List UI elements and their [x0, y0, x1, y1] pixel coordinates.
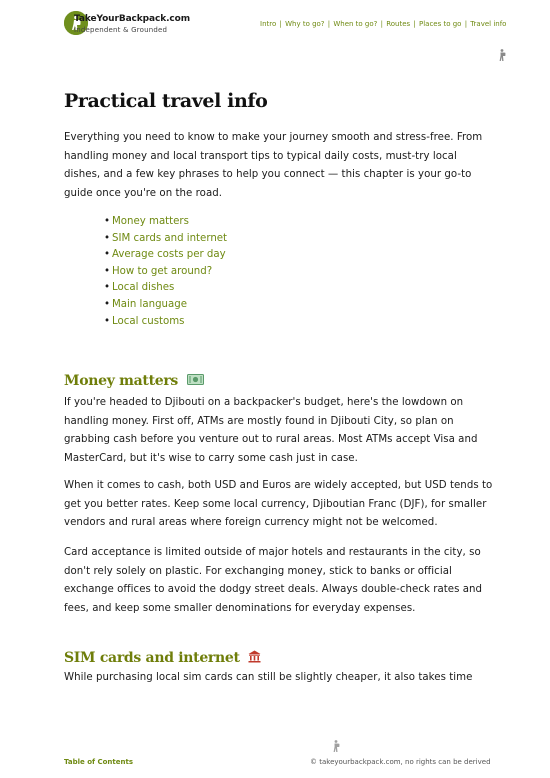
section-heading-money	[64, 373, 204, 390]
nav-separator: |	[279, 20, 282, 28]
toc-item[interactable]	[104, 247, 227, 264]
toc-link-average-costs[interactable]: Average costs per day	[112, 249, 226, 261]
text-segment: are widely accepted, but USD tends to get you better rates. Keep some local currency, Djiboutian Franc (DJF), for smaller vendors and rural areas where foreign currency might not be welcomed.	[64, 480, 493, 528]
page-title: Practical travel info	[64, 90, 268, 112]
text-segment: and	[236, 480, 263, 491]
top-nav	[260, 20, 506, 28]
bullet: •	[104, 282, 111, 294]
bank-icon	[248, 650, 261, 667]
toc-item[interactable]	[104, 214, 227, 231]
currency-usd: USD	[214, 480, 237, 491]
nav-why-to-go[interactable]: Why to go?	[285, 20, 325, 28]
money-paragraph-atms: If you're headed to Djibouti on a backpacker's budget, here's the lowdown on handling money. First off, ATMs are mostly found in Djibouti City, so plan on grabbing cash before you venture out to rural areas. Most ATMs accept Visa and MasterCard, but it's wise to carry some cash just in case.	[64, 397, 478, 464]
brand-tagline: Independent & Grounded	[74, 26, 168, 34]
toc-item[interactable]	[104, 231, 227, 248]
section-heading-sim	[64, 650, 261, 667]
nav-places-to-go[interactable]: Places to go	[419, 20, 462, 28]
nav-routes[interactable]: Routes	[386, 20, 411, 28]
nav-travel-info[interactable]: Travel info	[470, 20, 507, 28]
nav-when-to-go[interactable]: When to go?	[333, 20, 378, 28]
brand-name: TakeYourBackpack.com	[74, 14, 191, 24]
toc-item[interactable]	[104, 314, 227, 331]
money-paragraph-cash	[64, 477, 496, 533]
bullet: •	[104, 315, 111, 327]
toc-link-sim-cards[interactable]: SIM cards and internet	[112, 232, 228, 244]
bullet: •	[104, 249, 111, 261]
table-of-contents-link[interactable]: Table of Contents	[64, 758, 134, 766]
hiker-icon	[497, 47, 507, 66]
toc-item[interactable]	[104, 280, 227, 297]
nav-separator: |	[413, 20, 416, 28]
toc-item[interactable]	[104, 297, 227, 314]
section-heading-text: SIM cards and internet	[64, 650, 240, 666]
toc-link-get-around[interactable]: How to get around?	[112, 265, 213, 277]
page-header	[0, 0, 550, 48]
nav-separator: |	[380, 20, 383, 28]
nav-separator: |	[327, 20, 331, 28]
money-icon	[187, 373, 204, 390]
intro-paragraph: Everything you need to know to make your journey smooth and stress-free. From handling money and local transport tips to typical daily costs, must-try local dishes, and a few key phrases to help you connect — this chapter is your go-to guide once you're on the road.	[64, 132, 483, 199]
sim-paragraph: While purchasing local sim cards can still be slightly cheaper, it also takes time	[64, 672, 473, 683]
toc-link-local-customs[interactable]: Local customs	[112, 315, 185, 327]
toc-item[interactable]	[104, 264, 227, 281]
currency-euros: Euros	[262, 480, 291, 491]
chapter-toc	[104, 214, 227, 330]
toc-link-money-matters[interactable]: Money matters	[112, 216, 189, 227]
toc-link-main-language[interactable]: Main language	[112, 298, 187, 310]
bullet: •	[104, 232, 111, 244]
section-heading-text: Money matters	[64, 373, 179, 389]
nav-separator: |	[464, 20, 468, 28]
bullet: •	[104, 298, 111, 310]
copyright-notice: © takeyourbackpack.com, no rights can be derived	[310, 758, 491, 766]
bullet: •	[104, 265, 111, 277]
bullet: •	[104, 216, 111, 227]
money-paragraph-cards: Card acceptance is limited outside of major hotels and restaurants in the city, so don't rely solely on plastic. For exchanging money, stick to banks or official exchange offices to avoid the dodgy street deals. Always double-check rates and fees, and keep some smaller denominations for everyday expenses.	[64, 547, 483, 614]
text-segment: When it comes to cash, both	[64, 480, 215, 491]
toc-link-local-dishes[interactable]: Local dishes	[112, 282, 175, 294]
nav-intro[interactable]: Intro	[260, 20, 277, 28]
hiker-icon	[331, 738, 341, 757]
